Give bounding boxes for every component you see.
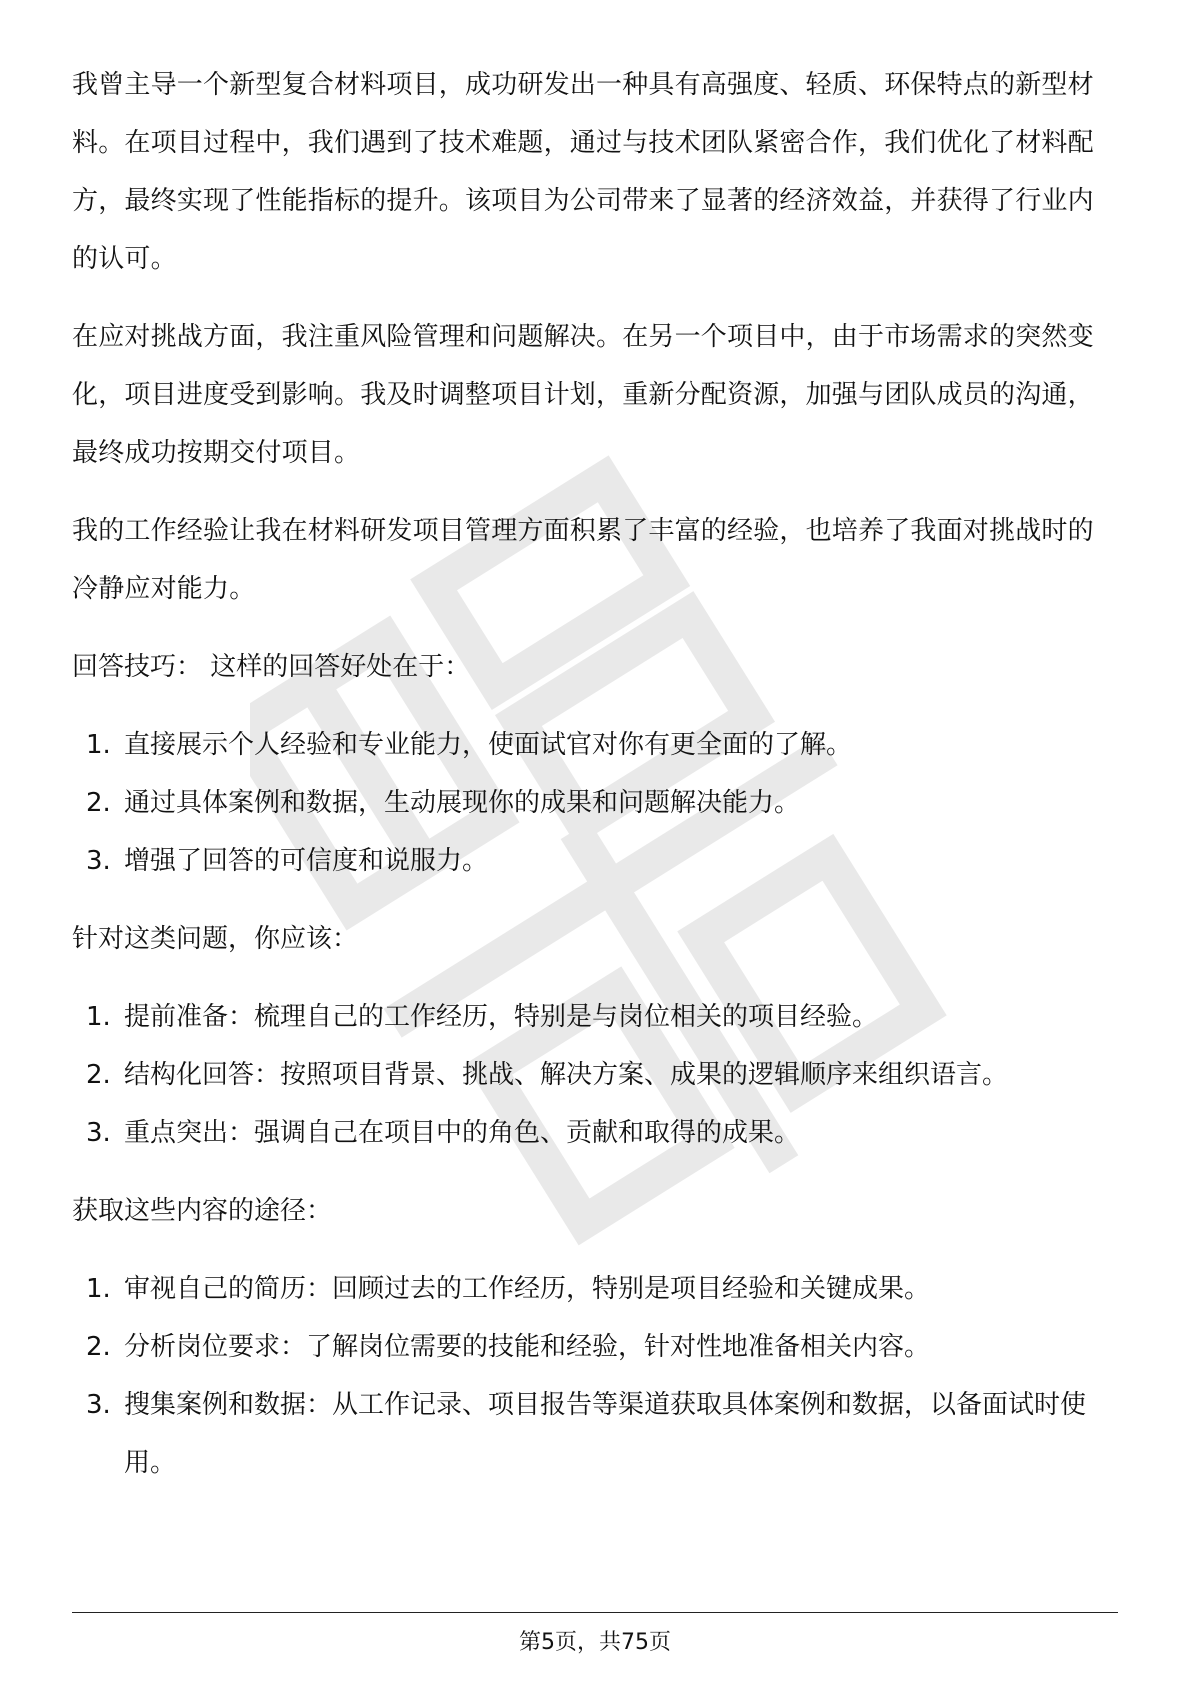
list-item — [72, 774, 1118, 832]
list-item — [72, 1260, 1118, 1318]
paragraph-experience: 我的工作经验让我在材料研发项目管理方面积累了丰富的经验，也培养了我面对挑战时的冷静应对能力。 — [72, 516, 1094, 604]
list-text: 直接展示个人经验和专业能力，使面试官对你有更全面的了解。 — [124, 730, 853, 760]
should-heading: 针对这类问题，你应该： — [72, 924, 359, 954]
list-number: 1. — [86, 730, 111, 760]
tips-heading: 回答技巧： 这样的回答好处在于： — [72, 652, 471, 682]
tips-list — [72, 716, 1118, 890]
list-number: 3. — [86, 846, 111, 876]
list-number: 2. — [86, 788, 111, 818]
list-number: 3. — [86, 1390, 111, 1420]
list-text: 分析岗位要求：了解岗位需要的技能和经验，针对性地准备相关内容。 — [124, 1332, 931, 1362]
document-body — [72, 56, 1118, 1512]
paragraph-challenge: 在应对挑战方面，我注重风险管理和问题解决。在另一个项目中，由于市场需求的突然变化，项目进度受到影响。我及时调整项目计划，重新分配资源，加强与团队成员的沟通，最终成功按期交付项目。 — [72, 322, 1094, 468]
list-number: 2. — [86, 1332, 111, 1362]
sources-list — [72, 1260, 1118, 1492]
should-list — [72, 988, 1118, 1162]
list-number: 3. — [86, 1118, 111, 1148]
list-item — [72, 1104, 1118, 1162]
page-number: 第5页，共75页 — [519, 1630, 671, 1655]
paragraph-project: 我曾主导一个新型复合材料项目，成功研发出一种具有高强度、轻质、环保特点的新型材料。在项目过程中，我们遇到了技术难题，通过与技术团队紧密合作，我们优化了材料配方，最终实现了性能指标的提升。该项目为公司带来了显著的经济效益，并获得了行业内的认可。 — [72, 70, 1094, 274]
list-number: 2. — [86, 1060, 111, 1090]
list-number: 1. — [86, 1274, 111, 1304]
sources-heading: 获取这些内容的途径： — [72, 1196, 333, 1226]
list-item — [72, 1318, 1118, 1376]
list-number: 1. — [86, 1002, 111, 1032]
list-text: 结构化回答：按照项目背景、挑战、解决方案、成果的逻辑顺序来组织语言。 — [124, 1060, 1009, 1090]
list-text: 重点突出：强调自己在项目中的角色、贡献和取得的成果。 — [124, 1118, 801, 1148]
list-item — [72, 988, 1118, 1046]
list-text: 搜集案例和数据：从工作记录、项目报告等渠道获取具体案例和数据，以备面试时使用。 — [124, 1390, 1087, 1478]
list-text: 增强了回答的可信度和说服力。 — [124, 846, 489, 876]
list-text: 通过具体案例和数据，生动展现你的成果和问题解决能力。 — [124, 788, 801, 818]
list-text: 提前准备：梳理自己的工作经历，特别是与岗位相关的项目经验。 — [124, 1002, 879, 1032]
footer-divider — [72, 1612, 1118, 1613]
list-item — [72, 716, 1118, 774]
list-text: 审视自己的简历：回顾过去的工作经历，特别是项目经验和关键成果。 — [124, 1274, 931, 1304]
list-item — [72, 1046, 1118, 1104]
list-item — [72, 1376, 1118, 1492]
list-item — [72, 832, 1118, 890]
